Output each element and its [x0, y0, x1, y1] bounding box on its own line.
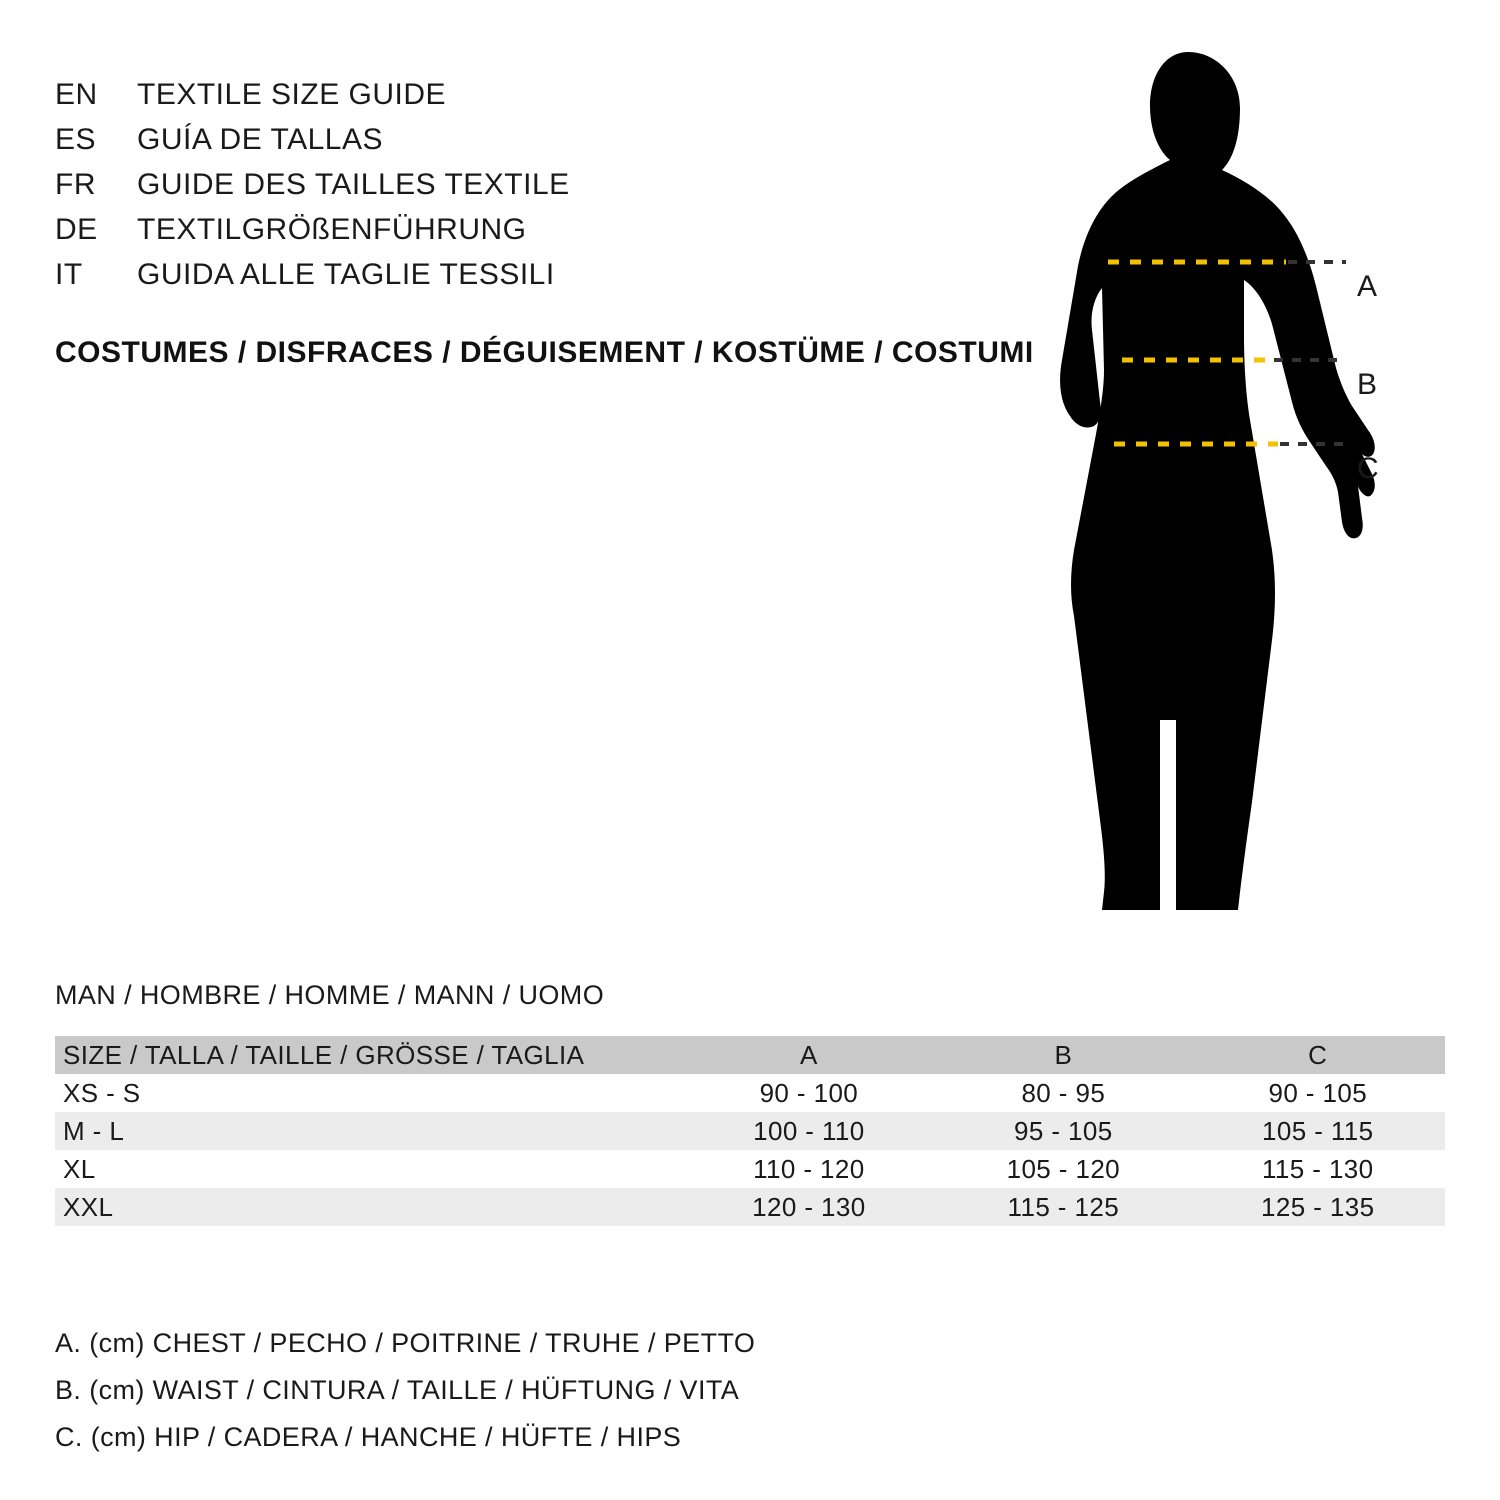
cell-a: 90 - 100: [759, 1077, 859, 1108]
cell-size: M - L: [63, 1115, 125, 1146]
cell-a: 110 - 120: [753, 1153, 865, 1184]
language-title: GUÍA DE TALLAS: [137, 123, 383, 156]
column-header-b: B: [1054, 1039, 1073, 1070]
language-row-fr: [55, 162, 935, 207]
measurement-legend: [55, 1320, 755, 1461]
language-row-en: [55, 72, 935, 117]
cell-size: XL: [63, 1153, 96, 1184]
language-code: EN: [55, 78, 98, 111]
column-header-c: C: [1308, 1039, 1328, 1070]
table-row: [55, 1074, 1445, 1112]
column-header-a: A: [800, 1039, 818, 1070]
measure-label-a: A: [1357, 270, 1378, 303]
table-row: [55, 1188, 1445, 1226]
language-row-it: [55, 252, 935, 297]
cell-size: XXL: [63, 1191, 114, 1222]
language-code: DE: [55, 213, 98, 246]
language-title: GUIDE DES TAILLES TEXTILE: [137, 168, 570, 201]
table-body: [55, 1074, 1445, 1226]
table-row: [55, 1112, 1445, 1150]
table-header-row: [55, 1036, 1445, 1074]
category-heading: COSTUMES / DISFRACES / DÉGUISEMENT / KOSTÜME / COSTUMI: [55, 336, 1034, 369]
language-list: [55, 72, 935, 297]
measure-label-b: B: [1357, 368, 1378, 401]
cell-b: 95 - 105: [1014, 1115, 1113, 1146]
language-code: FR: [55, 168, 96, 201]
language-title: TEXTILGRÖßENFÜHRUNG: [137, 213, 527, 246]
legend-row-b: B. (cm) WAIST / CINTURA / TAILLE / HÜFTUNG / VITA: [55, 1375, 740, 1405]
language-row-es: [55, 117, 935, 162]
cell-c: 90 - 105: [1268, 1077, 1368, 1108]
cell-b: 80 - 95: [1021, 1077, 1106, 1108]
cell-c: 125 - 135: [1261, 1191, 1375, 1222]
size-table: [55, 1036, 1445, 1226]
table-header: [55, 1036, 1445, 1074]
language-row-de: [55, 207, 935, 252]
language-code: IT: [55, 258, 83, 291]
cell-c: 105 - 115: [1261, 1115, 1374, 1146]
language-title: TEXTILE SIZE GUIDE: [137, 78, 447, 111]
legend-row-a: A. (cm) CHEST / PECHO / POITRINE / TRUHE / PETTO: [55, 1328, 756, 1358]
legend-row-c: C. (cm) HIP / CADERA / HANCHE / HÜFTE / HIPS: [55, 1422, 682, 1452]
language-title: GUIDA ALLE TAGLIE TESSILI: [137, 258, 555, 291]
language-code: ES: [55, 123, 97, 156]
measurement-figure: [1000, 30, 1440, 930]
measure-label-c: C: [1357, 452, 1380, 485]
cell-a: 100 - 110: [753, 1115, 865, 1146]
table-title: MAN / HOMBRE / HOMME / MANN / UOMO: [55, 980, 605, 1010]
cell-c: 115 - 130: [1261, 1153, 1374, 1184]
column-header-size: SIZE / TALLA / TAILLE / GRÖSSE / TAGLIA: [63, 1039, 585, 1070]
cell-a: 120 - 130: [752, 1191, 866, 1222]
cell-b: 105 - 120: [1006, 1153, 1121, 1184]
cell-size: XS - S: [63, 1077, 141, 1108]
cell-b: 115 - 125: [1007, 1191, 1120, 1222]
table-row: [55, 1150, 1445, 1188]
